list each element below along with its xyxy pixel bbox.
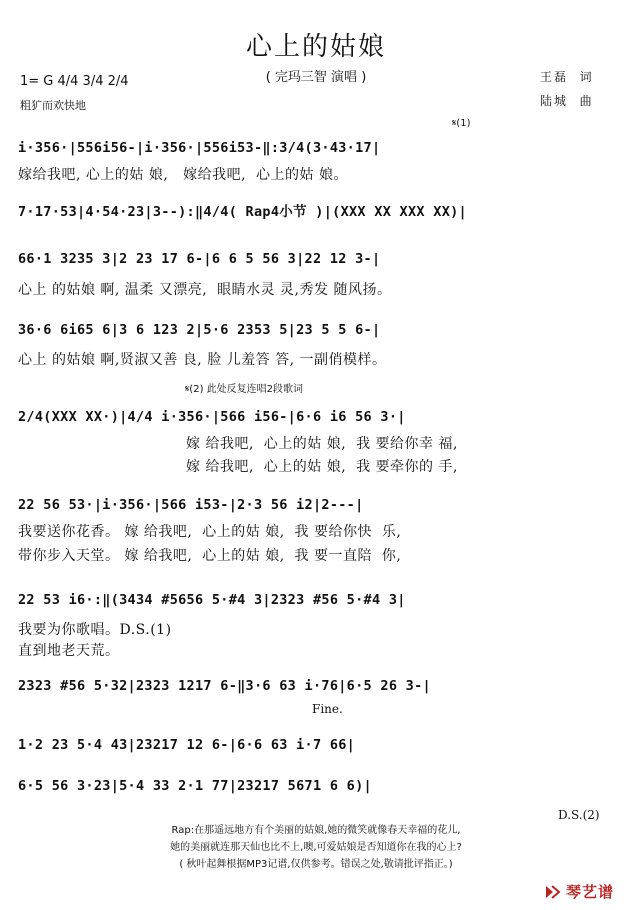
notation-row: 1·2 23 5·4 43|23217 12 6-|6·6 63 i·7 66| xyxy=(18,737,356,753)
notation-row: 2/4(XXX XX·)|4/4 i·356·|566 i56-|6·6 i6 56 3·| xyxy=(18,409,406,425)
rap-lyric-line-2: 她的美丽就连那天仙也比不上,噢,可爱姑娘是否知道你在我的心上? xyxy=(170,842,462,853)
lyric-row: 带你步入天堂。 嫁 给我吧, 心上的姑 娘, 我 要一直陪 你, xyxy=(18,548,402,564)
lyric-row: 嫁给我吧, 心上的姑 娘, 嫁给我吧, 心上的姑 娘。 xyxy=(18,167,348,183)
site-logo[interactable] xyxy=(544,881,614,902)
rap-lyric-line-1: Rap:在那遥远地方有个美丽的姑娘,她的微笑就像春天幸福的花儿, xyxy=(171,825,461,836)
lyric-row: 嫁 给我吧, 心上的姑 娘, 我 要给你幸 福, xyxy=(186,436,458,452)
piano-logo-icon xyxy=(544,883,562,901)
segno-mark-1: 𝄋(1) xyxy=(452,118,471,129)
notation-row: 6·5 56 3·23|5·4 33 2·1 77|23217 5671 6 6)| xyxy=(18,778,372,794)
ds2-mark: D.S.(2) xyxy=(558,808,600,822)
transcription-note: ( 秋叶起舞根据MP3记谱,仅供参考。错误之处,敬请批评指正。) xyxy=(179,859,453,870)
lyric-row: 心上 的姑娘 啊,贤淑又善 良, 脸 儿羞答 答, 一副俏模样。 xyxy=(18,352,387,368)
notation-row: 22 53 i6·:‖(3434 #5656 5·#4 3|2323 #56 5·#4 3| xyxy=(18,592,406,608)
logo-text: 琴艺谱 xyxy=(565,883,614,901)
notation-row: 36·6 6i65 6|3 6 123 2|5·6 2353 5|23 5 5 6-| xyxy=(18,322,381,338)
lyricist-credit: 王磊 词 xyxy=(540,70,594,84)
lyric-row: 直到地老天荒。 xyxy=(18,643,120,659)
key-signature: 1= G 4/4 3/4 2/4 xyxy=(20,74,129,89)
segno-mark-2: 𝄋(2) 此处反复连唱2段歌词 xyxy=(185,384,304,395)
lyric-row: 我要为你歌唱。D.S.(1) xyxy=(18,622,172,638)
lyric-row: 嫁 给我吧, 心上的姑 娘, 我 要牵你的 手, xyxy=(186,459,458,475)
tempo-marking: 粗犷而欢快地 xyxy=(20,99,86,112)
notation-row: 66·1 3235 3|2 23 17 6-|6 6 5 56 3|22 12 3-| xyxy=(18,251,381,267)
notation-row: 22 56 53·|i·356·|566 i53-|2·3 56 i2|2---| xyxy=(18,497,364,513)
song-title: 心上的姑娘 xyxy=(245,32,386,62)
notation-row: i·356·|556i56-|i·356·|556i53-‖:3/4(3·43·17| xyxy=(18,140,381,156)
lyric-row: 心上 的姑娘 啊, 温柔 又漂亮, 眼睛水灵 灵,秀发 随风扬。 xyxy=(18,282,392,298)
singer-credit: ( 完玛三智 演唱 ) xyxy=(265,70,367,85)
lyric-row: 我要送你花香。 嫁 给我吧, 心上的姑 娘, 我 要给你快 乐, xyxy=(18,524,402,540)
fine-mark: Fine. xyxy=(312,702,343,716)
composer-credit: 陆城 曲 xyxy=(540,94,594,108)
notation-row: 2323 #56 5·32|2323 1217 6-‖3·6 63 i·76|6·5 26 3-| xyxy=(18,678,431,694)
notation-row: 7·17·53|4·54·23|3--):‖4/4( Rap4小节 )|(XXX XX XXX XX)| xyxy=(18,204,467,220)
